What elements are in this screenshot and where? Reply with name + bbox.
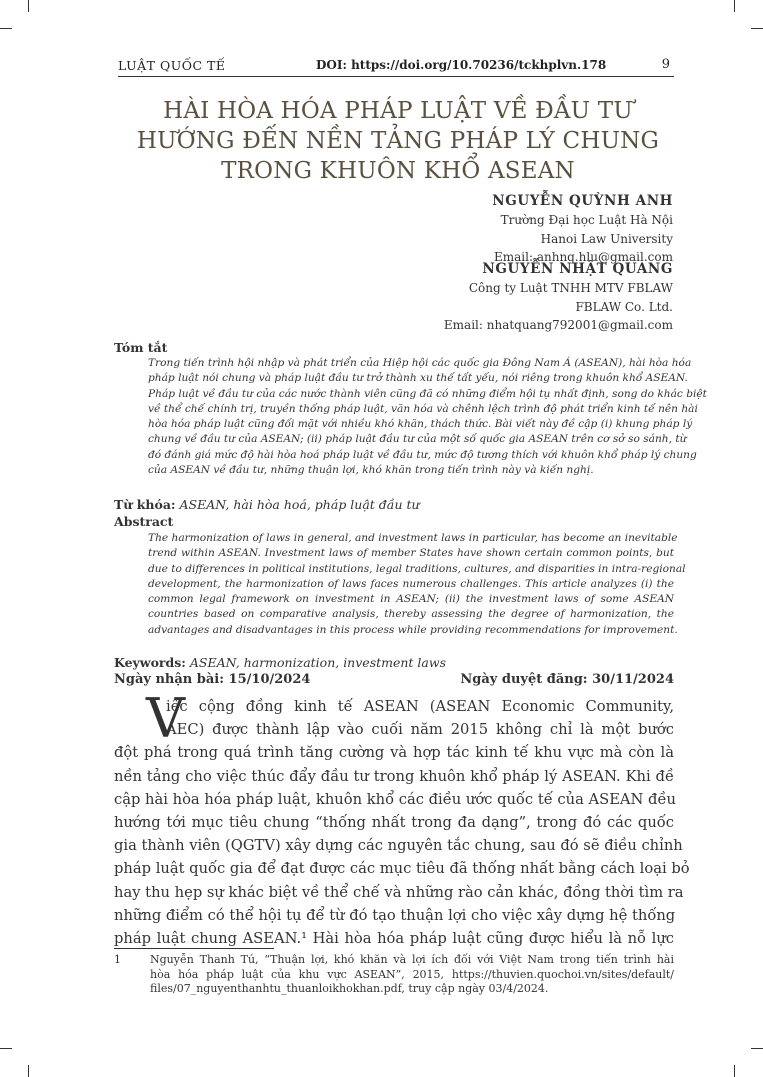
body-line: hướng tới mục tiêu chung “thống nhất trong đa dạng”, trong đó các quốc [114, 814, 674, 832]
keywords-value: ASEAN, harmonization, investment laws [189, 655, 446, 670]
crop-mark [734, 0, 735, 12]
summary-line: chung về đầu tư của ASEAN; (ii) pháp luật đầu tư của một số quốc gia ASEAN trên cơ sở so sánh, từ [148, 433, 687, 446]
crop-mark [0, 1048, 12, 1049]
footnote-line: Nguyễn Thanh Tú, “Thuận lợi, khó khăn và lợi ích đối với Việt Nam trong tiến trình hài [150, 953, 674, 966]
body-line: iệc cộng đồng kinh tế ASEAN (ASEAN Economic Community, [166, 698, 674, 715]
body-line: cập hài hòa hóa pháp luật, khuôn khổ các điều ước quốc tế của ASEAN đều [114, 790, 676, 808]
title-line: HÀI HÒA HÓA PHÁP LUẬT VỀ ĐẦU TƯ [163, 98, 633, 124]
abstract-line: due to differences in political institutions, legal traditions, cultures, and disparities in intra-regional [148, 562, 686, 575]
summary-line: hòa hóa pháp luật cũng đối mặt với nhiều khó khăn, thách thức. Bài viết này đề cập (i) khung pháp lý [148, 418, 693, 431]
crop-mark [734, 1065, 735, 1077]
author-email[interactable]: Email: anhnq.hlu@gmail.com [494, 250, 673, 264]
footnote-separator [114, 948, 274, 949]
body-line: pháp luật chung ASEAN.¹ Hài hòa hóa pháp luật cũng được hiểu là nỗ lực [114, 930, 674, 948]
abstract-line: development, the harmonization of laws faces numerous challenges. This article analyzes (i) the [148, 577, 674, 590]
author-block-2 [444, 260, 673, 334]
author-affiliation-en: FBLAW Co. Ltd. [575, 299, 673, 314]
author-affiliation: Công ty Luật TNHH MTV FBLAW [468, 281, 673, 295]
keywords-label: Từ khóa: [114, 497, 176, 512]
body-line: đột phá trong quá trình tăng cường và hợp tác kinh tế khu vực mà còn là [114, 744, 674, 762]
author-name: NGUYỄN QUỲNH ANH [492, 193, 673, 209]
author-name: NGUYỄN NHẬT QUANG [482, 261, 673, 277]
author-affiliation-en: Hanoi Law University [540, 231, 673, 246]
crop-mark [28, 1065, 29, 1077]
page-number: 9 [661, 57, 670, 72]
abstract-line: countries based on comparative analysis, thereby assessing the degree of harmonization, the [148, 608, 674, 621]
dates-row [114, 672, 674, 687]
summary-line: Pháp luật về đầu tư của các nước thành viên cũng đã có những điểm hội tụ nhất định, song do khác biệt [148, 387, 707, 400]
keywords-label: Keywords: [114, 655, 186, 670]
footnote-number: 1 [114, 953, 121, 966]
keywords-vi [114, 497, 420, 512]
summary-line: pháp luật nói chung và pháp luật đầu tư trở thành xu thế tất yếu, nói riêng trong khuôn khổ ASEAN. [148, 372, 688, 385]
summary-line: của ASEAN về đầu tư, những thuận lợi, khó khăn trong tiến trình này và kiến nghị. [148, 464, 594, 477]
abstract-line: common legal framework on investment in ASEAN; (ii) the investment laws of some ASEAN [148, 593, 674, 606]
title-line: TRONG KHUÔN KHỔ ASEAN [221, 158, 575, 184]
body-line: gia thành viên (QGTV) xây dựng các nguyên tắc chung, sau đó sẽ điều chỉnh [114, 837, 683, 855]
abstract-line: advantages and disadvantages in this process while providing recommendations for improvement. [148, 623, 678, 636]
running-header [118, 56, 674, 77]
abstract-en [148, 531, 686, 638]
article-title [110, 96, 686, 186]
summary-vi [148, 356, 707, 478]
approved-date: Ngày duyệt đăng: 30/11/2024 [460, 672, 674, 687]
summary-heading: Tóm tắt [114, 340, 168, 355]
footnote-line: hòa hóa pháp luật của khu vực ASEAN”, 2015, https://thuvien.quochoi.vn/sites/default/ [150, 967, 674, 981]
footnote-line[interactable]: files/07_nguyenthanhtu_thuanloikhokhan.pdf, truy cập ngày 03/4/2024. [150, 982, 549, 995]
body-line: nền tảng cho việc thúc đẩy đầu tư trong khuôn khổ pháp lý ASEAN. Khi đề [114, 767, 674, 785]
footnote-text [150, 953, 674, 997]
body-line: những điểm có thể hội tụ để từ đó tạo thuận lợi cho việc xây dựng hệ thống [114, 906, 676, 924]
crop-mark [28, 0, 29, 12]
author-affiliation: Trường Đại học Luật Hà Nội [500, 213, 673, 227]
body-text [114, 695, 690, 950]
body-line: AEC) được thành lập vào cuối năm 2015 không chỉ là một bước [166, 721, 674, 739]
keywords-en [114, 655, 446, 670]
title-line: HƯỚNG ĐẾN NỀN TẢNG PHÁP LÝ CHUNG [136, 128, 660, 154]
abstract-heading: Abstract [114, 514, 174, 529]
abstract-line: trend within ASEAN. Investment laws of member States have shown certain common points, but [148, 547, 674, 560]
author-block-1 [492, 192, 673, 266]
crop-mark [751, 1048, 763, 1049]
body-line: hay thu hẹp sự khác biệt về thể chế và những rào cản khác, đồng thời tìm ra [114, 883, 684, 901]
received-date: Ngày nhận bài: 15/10/2024 [114, 672, 311, 687]
crop-mark [751, 28, 763, 29]
summary-line: về thể chế chính trị, truyền thống pháp luật, văn hóa và chênh lệch trình độ phát triển kinh tế nên hài [148, 402, 698, 415]
keywords-value: ASEAN, hài hòa hoá, pháp luật đầu tư [179, 497, 420, 512]
crop-mark [0, 28, 12, 29]
author-email[interactable]: Email: nhatquang792001@gmail.com [443, 318, 673, 332]
summary-line: đó đánh giá mức độ hài hòa hoá pháp luật về đầu tư, mức độ tương thích với khuôn khổ pháp lý chung [148, 448, 697, 461]
doi-link[interactable]: DOI: https://doi.org/10.70236/tckhplvn.178 [316, 58, 607, 72]
body-line: pháp luật quốc gia để đạt được các mục tiêu đã thống nhất bằng cách loại bỏ [114, 860, 690, 878]
dropcap: V [146, 687, 185, 750]
journal-section: LUẬT QUỐC TẾ [118, 58, 226, 73]
abstract-line: The harmonization of laws in general, and investment laws in particular, has become an inevitable [148, 532, 678, 544]
summary-line: Trong tiến trình hội nhập và phát triển của Hiệp hội các quốc gia Đông Nam Á (ASEAN), hài hòa hóa [148, 357, 692, 369]
